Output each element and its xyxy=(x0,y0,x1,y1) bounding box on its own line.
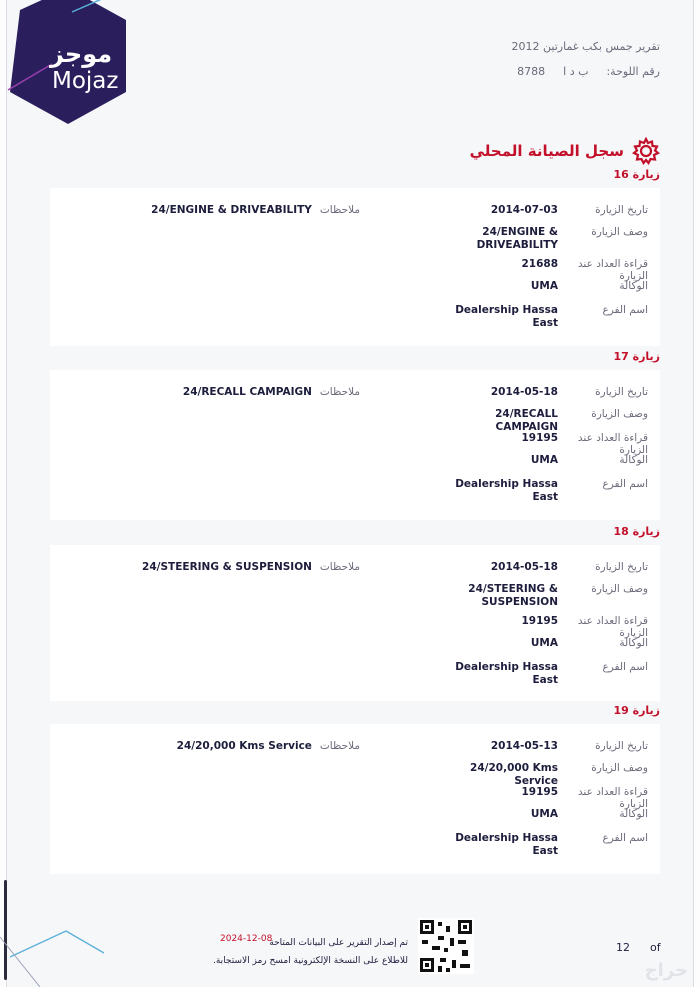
plate-label: رقم اللوحة: xyxy=(606,65,660,78)
field-value: Dealership Hassa East xyxy=(455,832,558,857)
visit-row-description xyxy=(438,226,648,252)
page-left-edge xyxy=(0,0,7,987)
field-label: وصف الزيارة xyxy=(591,762,648,774)
plate-number: 8788 xyxy=(517,65,546,78)
field-value: 2014-07-03 xyxy=(490,204,558,216)
field-value: 24/ENGINE & DRIVEABILITY xyxy=(476,226,558,251)
visit-row-date xyxy=(438,386,648,399)
field-value: 24/RECALL CAMPAIGN xyxy=(495,408,558,433)
visit-row-branch xyxy=(438,304,648,330)
visit-notes xyxy=(142,561,360,574)
field-value: 19195 xyxy=(521,786,558,798)
field-label: الوكالة xyxy=(619,637,648,649)
plate-letters: ب د ا xyxy=(563,65,589,78)
visit-row-description xyxy=(438,408,648,434)
visit-label: زيارة 18 xyxy=(613,525,660,538)
visit-card xyxy=(50,545,660,701)
field-label: الوكالة xyxy=(619,280,648,292)
visit-card xyxy=(50,370,660,520)
field-label: تاريخ الزيارة xyxy=(595,740,648,752)
field-label: اسم الفرع xyxy=(602,832,648,844)
field-value: Dealership Hassa East xyxy=(455,478,558,503)
plate-info xyxy=(512,65,660,78)
field-value: 2014-05-18 xyxy=(490,561,558,573)
field-value: 24/20,000 Kms Service xyxy=(470,762,558,787)
report-header xyxy=(512,40,660,78)
field-label: تاريخ الزيارة xyxy=(595,561,648,573)
footer-decoration xyxy=(0,917,110,987)
visit-row-agency xyxy=(438,280,648,293)
visit-notes xyxy=(151,204,360,217)
visit-card xyxy=(50,724,660,874)
visit-row-odometer xyxy=(438,258,648,282)
notes-value: 24/20,000 Kms Service xyxy=(176,740,312,752)
notes-value: 24/ENGINE & DRIVEABILITY xyxy=(151,204,312,216)
visit-label: زيارة 19 xyxy=(613,704,660,717)
field-label: قراءة العداد عند الزيارة xyxy=(577,615,648,639)
field-value: UMA xyxy=(530,454,558,466)
logo-english: Mojaz xyxy=(52,68,119,94)
field-label: وصف الزيارة xyxy=(591,408,648,420)
field-value: 2014-05-18 xyxy=(490,386,558,398)
field-value: 19195 xyxy=(521,432,558,444)
visit-notes xyxy=(183,386,360,399)
scan-text: للاطلاع على النسخة الإلكترونية امسح رمز الاستجابة. xyxy=(213,956,408,966)
visit-row-date xyxy=(438,740,648,753)
visit-notes xyxy=(177,740,360,753)
visit-row-date xyxy=(438,561,648,574)
page-right-edge xyxy=(693,0,700,987)
field-label: قراءة العداد عند الزيارة xyxy=(577,786,648,810)
notes-label: ملاحظات xyxy=(319,204,360,216)
issued-date: 2024-12-08 xyxy=(220,934,273,944)
visit-row-description xyxy=(438,762,648,788)
watermark: حراج xyxy=(644,960,688,981)
field-label: وصف الزيارة xyxy=(591,226,648,238)
visit-label: زيارة 17 xyxy=(613,350,660,363)
field-value: 21688 xyxy=(521,258,558,270)
visit-row-agency xyxy=(438,637,648,650)
visit-row-odometer xyxy=(438,615,648,639)
page-of: of xyxy=(650,941,661,954)
field-label: تاريخ الزيارة xyxy=(595,386,648,398)
notes-label: ملاحظات xyxy=(319,561,360,573)
field-label: قراءة العداد عند الزيارة xyxy=(577,432,648,456)
field-value: 19195 xyxy=(521,615,558,627)
qr-code[interactable] xyxy=(418,918,474,974)
notes-label: ملاحظات xyxy=(319,386,360,398)
field-value: UMA xyxy=(530,637,558,649)
visit-row-odometer xyxy=(438,432,648,456)
visit-row-branch xyxy=(438,478,648,504)
visit-row-description xyxy=(438,583,648,609)
report-title: تقرير جمس بكب غمارتين 2012 xyxy=(511,40,660,53)
field-value: UMA xyxy=(530,280,558,292)
field-value: Dealership Hassa East xyxy=(455,661,558,686)
field-label: وصف الزيارة xyxy=(591,583,648,595)
page-number: 12 xyxy=(616,941,630,954)
notes-value: 24/STEERING & SUSPENSION xyxy=(142,561,312,573)
notes-value: 24/RECALL CAMPAIGN xyxy=(182,386,312,398)
field-label: اسم الفرع xyxy=(602,478,648,490)
field-label: تاريخ الزيارة xyxy=(595,204,648,216)
field-label: قراءة العداد عند الزيارة xyxy=(577,258,648,282)
visit-row-date xyxy=(438,204,648,217)
field-value: Dealership Hassa East xyxy=(455,304,558,329)
notes-label: ملاحظات xyxy=(319,740,360,752)
section-title: سجل الصيانة المحلي xyxy=(469,142,624,160)
visit-row-agency xyxy=(438,808,648,821)
field-label: اسم الفرع xyxy=(602,661,648,673)
gear-icon xyxy=(632,137,660,165)
field-label: الوكالة xyxy=(619,454,648,466)
visit-row-branch xyxy=(438,832,648,858)
mojaz-logo xyxy=(0,0,140,130)
visit-card xyxy=(50,188,660,346)
visit-row-agency xyxy=(438,454,648,467)
field-value: 2014-05-13 xyxy=(490,740,558,752)
issued-text: تم إصدار التقرير على البيانات المتاحة xyxy=(269,938,408,948)
field-label: اسم الفرع xyxy=(602,304,648,316)
visit-row-odometer xyxy=(438,786,648,810)
visit-row-branch xyxy=(438,661,648,687)
field-value: 24/STEERING & SUSPENSION xyxy=(468,583,558,608)
field-value: UMA xyxy=(530,808,558,820)
visit-label: زيارة 16 xyxy=(613,168,660,181)
logo-arabic: موجز xyxy=(50,40,113,68)
field-label: الوكالة xyxy=(619,808,648,820)
